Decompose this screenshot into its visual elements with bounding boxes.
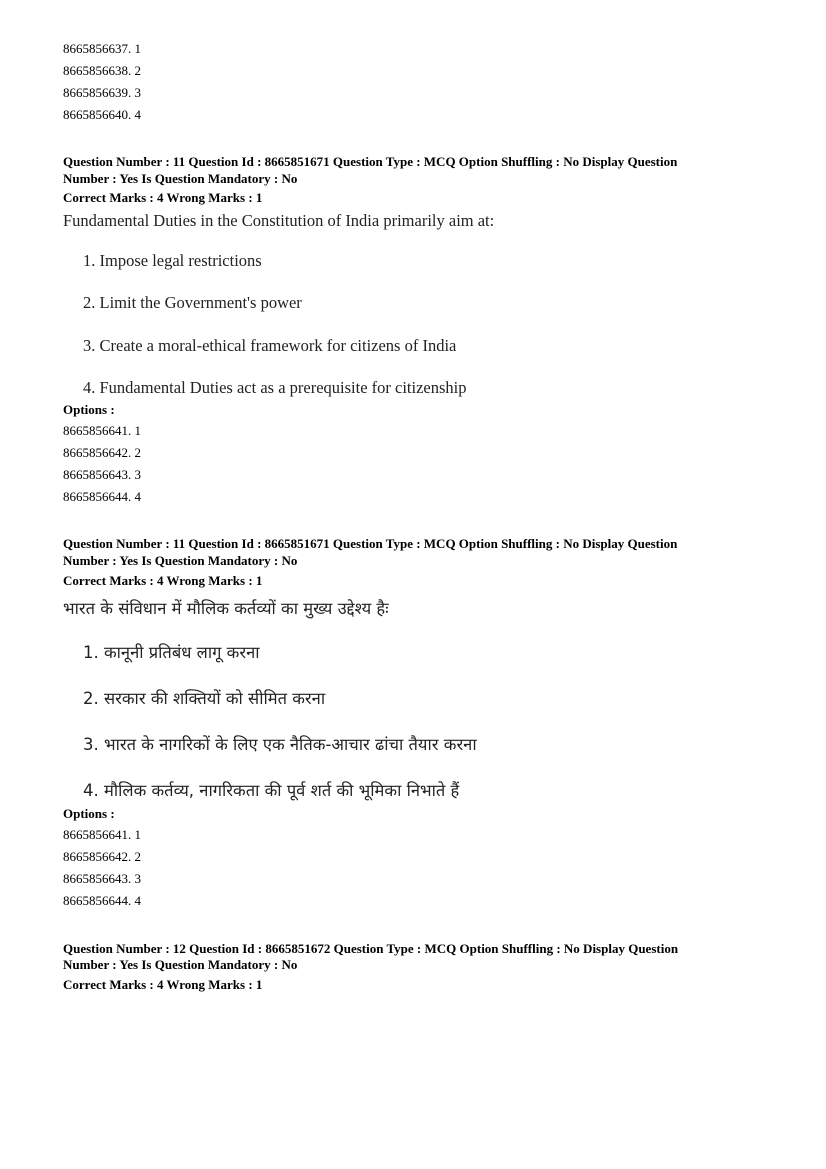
option-line: 8665856641. 1	[63, 827, 141, 842]
option-line: 8665856644. 4	[63, 893, 141, 908]
options-label: Options :	[63, 806, 115, 821]
question-marks: Correct Marks : 4 Wrong Marks : 1	[63, 190, 263, 205]
question-stem: Fundamental Duties in the Constitution of India primarily aim at:	[63, 211, 495, 230]
option-line: 8665856640. 4	[63, 107, 141, 122]
question-choice: 2. Limit the Government's power	[83, 293, 302, 312]
option-line: 8665856644. 4	[63, 489, 141, 504]
question-choice: 4. मौलिक कर्तव्य, नागरिकता की पूर्व शर्त की भूमिका निभाते हैं	[83, 781, 460, 800]
question-choice: 3. Create a moral-ethical framework for citizens of India	[83, 336, 457, 355]
question-choice: 2. सरकार की शक्तियों को सीमित करना	[83, 689, 326, 708]
question-header: Question Number : 12 Question Id : 8665851672 Question Type : MCQ Option Shuffling : No Display Question	[63, 941, 679, 956]
question-header-cont: Number : Yes Is Question Mandatory : No	[63, 957, 298, 972]
option-line: 8665856637. 1	[63, 41, 141, 56]
question-choice: 4. Fundamental Duties act as a prerequisite for citizenship	[83, 378, 467, 397]
option-line: 8665856643. 3	[63, 467, 141, 482]
question-header: Question Number : 11 Question Id : 8665851671 Question Type : MCQ Option Shuffling : No Display Question	[63, 536, 678, 551]
question-header-cont: Number : Yes Is Question Mandatory : No	[63, 553, 298, 568]
options-label: Options :	[63, 402, 115, 417]
question-choice: 1. कानूनी प्रतिबंध लागू करना	[83, 643, 260, 662]
option-line: 8665856641. 1	[63, 423, 141, 438]
question-stem: भारत के संविधान में मौलिक कर्तव्यों का मुख्य उद्देश्य हैः	[63, 599, 389, 618]
question-choice: 1. Impose legal restrictions	[83, 251, 262, 270]
option-line: 8665856642. 2	[63, 445, 141, 460]
question-marks: Correct Marks : 4 Wrong Marks : 1	[63, 573, 263, 588]
question-choice: 3. भारत के नागरिकों के लिए एक नैतिक-आचार ढांचा तैयार करना	[83, 735, 477, 754]
question-header: Question Number : 11 Question Id : 8665851671 Question Type : MCQ Option Shuffling : No Display Question	[63, 154, 678, 169]
option-line: 8665856639. 3	[63, 85, 141, 100]
question-marks: Correct Marks : 4 Wrong Marks : 1	[63, 977, 263, 992]
option-line: 8665856643. 3	[63, 871, 141, 886]
question-header-cont: Number : Yes Is Question Mandatory : No	[63, 171, 298, 186]
option-line: 8665856642. 2	[63, 849, 141, 864]
option-line: 8665856638. 2	[63, 63, 141, 78]
